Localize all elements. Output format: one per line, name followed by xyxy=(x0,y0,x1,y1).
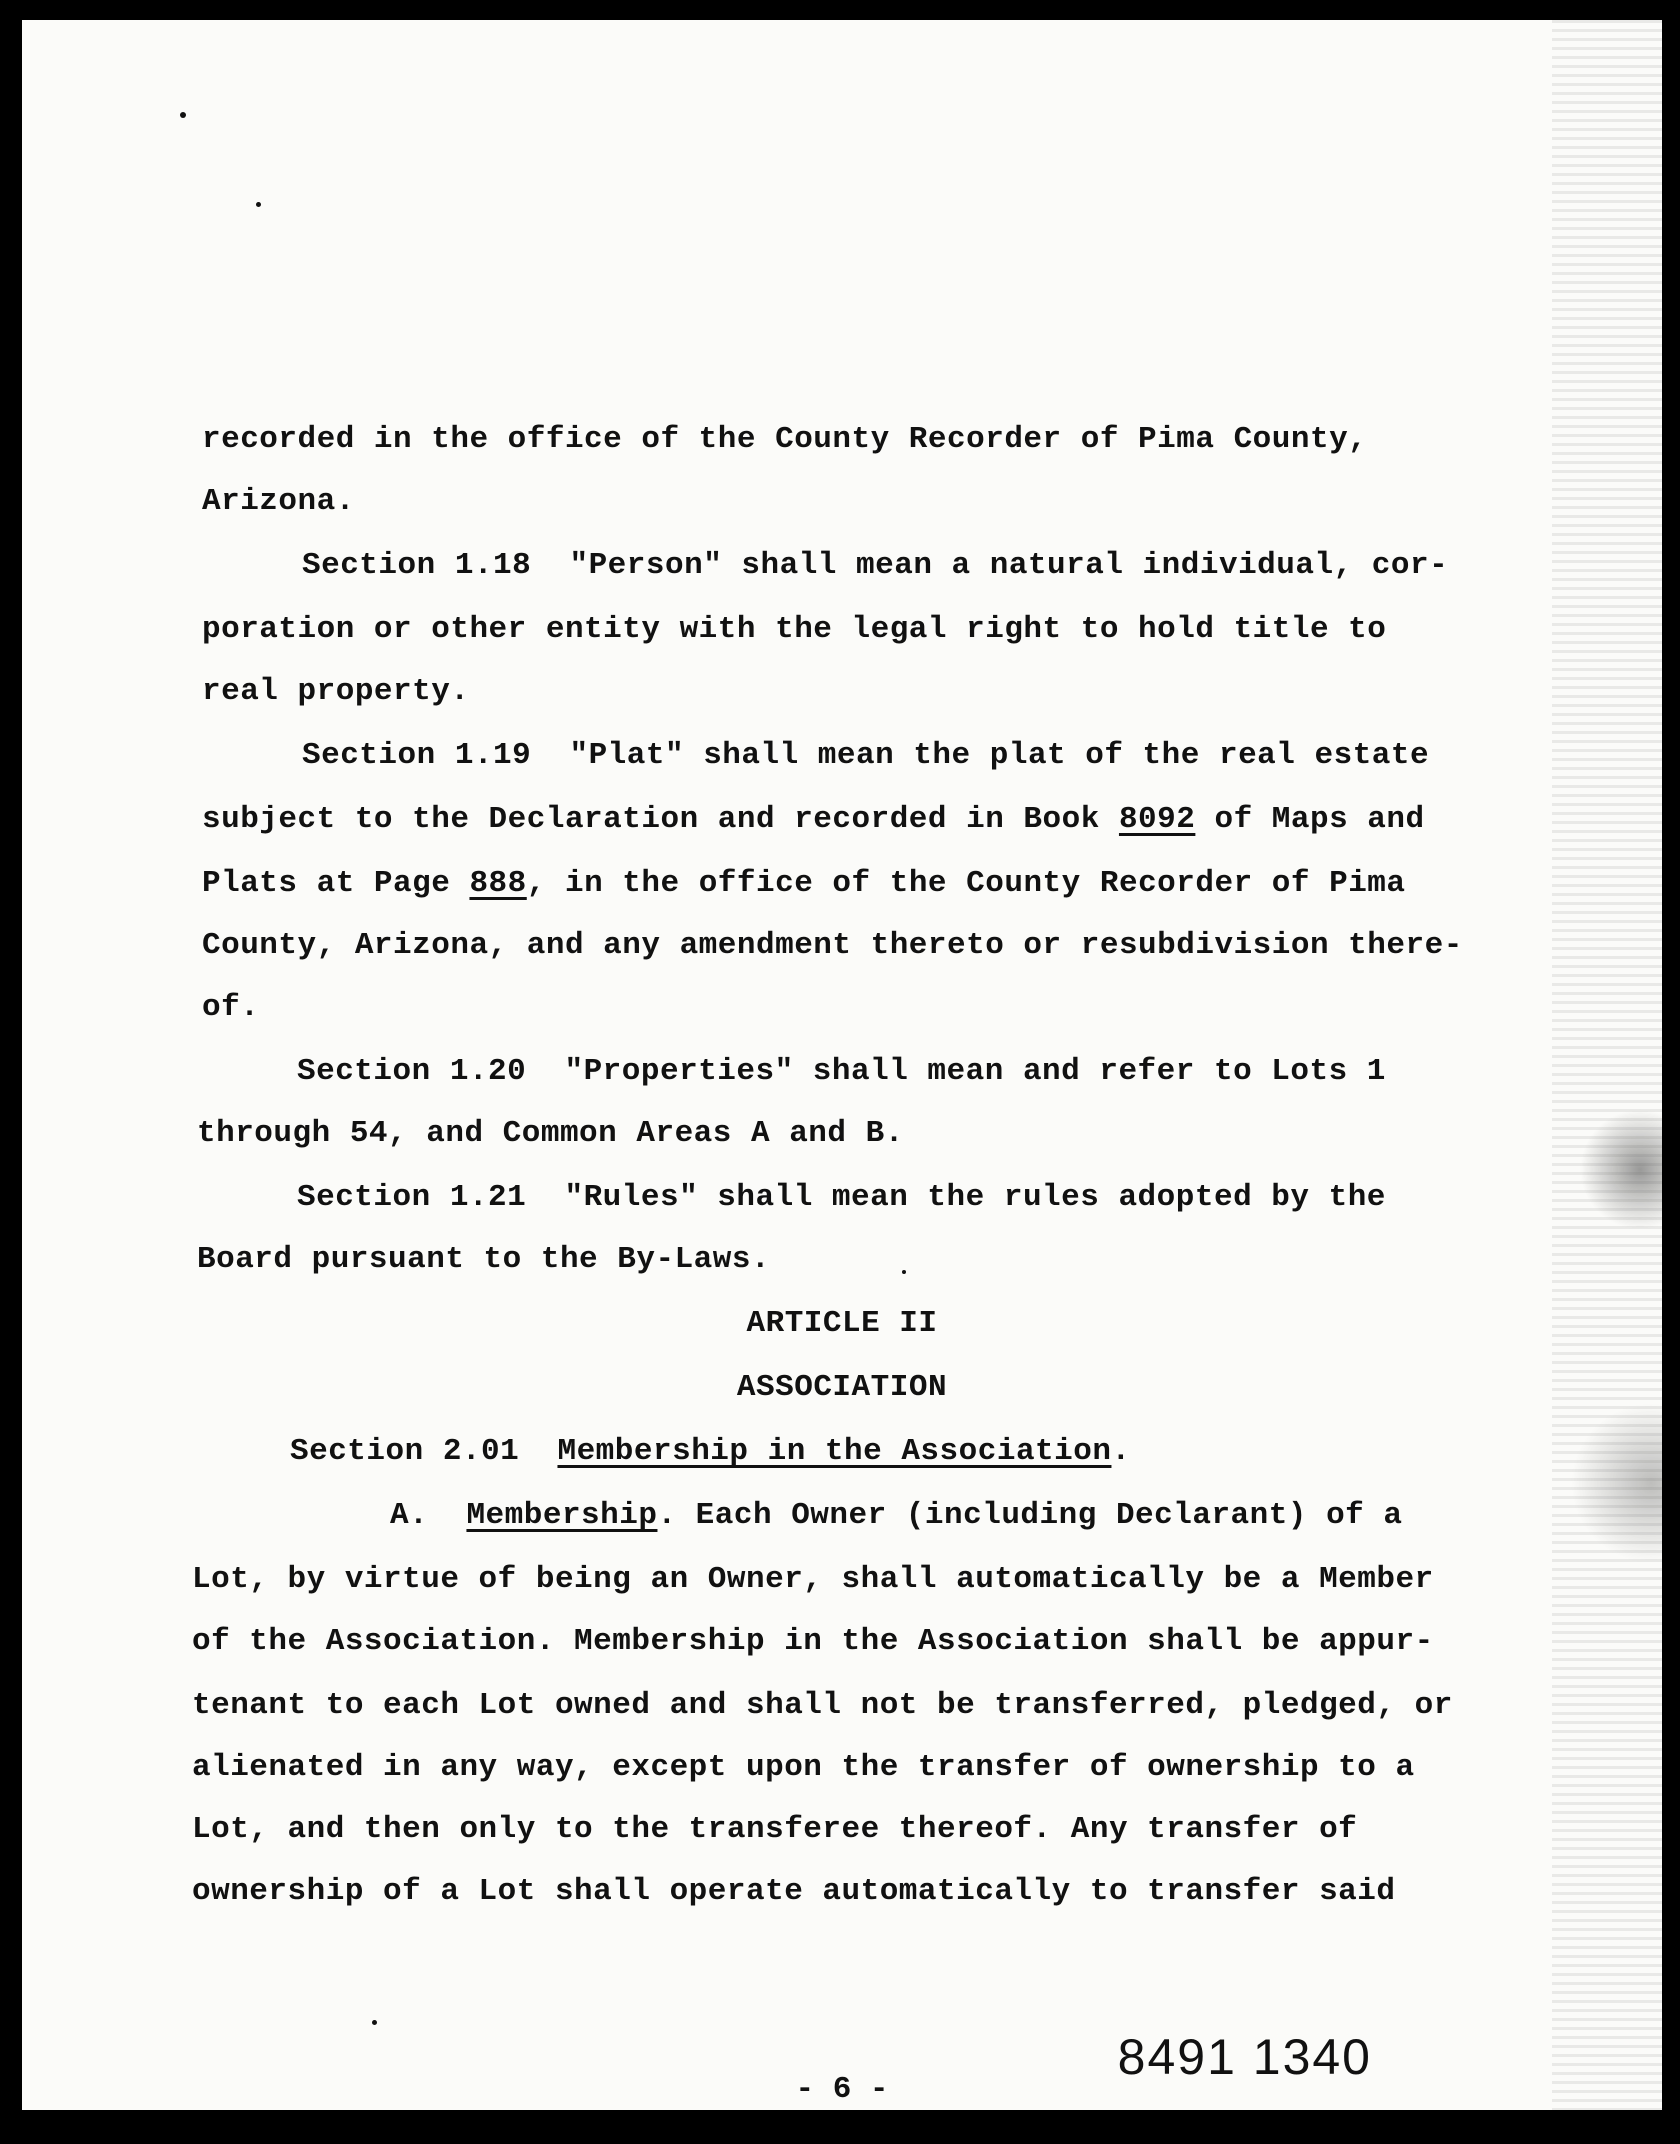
text-line: real property. xyxy=(202,674,470,709)
section-2-01: Section 2.01 Membership in the Association. xyxy=(290,1434,1131,1469)
text-line: of. xyxy=(202,990,260,1025)
section-1-19 xyxy=(302,738,1429,773)
subsection-a: A. Membership. Each Owner (including Declarant) of a xyxy=(390,1498,1403,1533)
page-number: - 6 - xyxy=(795,2072,889,2107)
section-label: Section 1.19 xyxy=(302,738,532,773)
article-title: ASSOCIATION xyxy=(736,1370,948,1405)
scan-speck xyxy=(902,1270,906,1274)
section-text: "Rules" shall mean the rules adopted by the xyxy=(564,1180,1386,1215)
section-label: Section 2.01 xyxy=(290,1434,520,1469)
section-label: Section 1.21 xyxy=(297,1180,527,1215)
subsection-title: Membership xyxy=(466,1498,658,1533)
text-line: Plats at Page 888, in the office of the County Recorder of Pima xyxy=(202,866,1406,901)
text-line: recorded in the office of the County Recorder of Pima County, xyxy=(202,422,1368,457)
text-line: tenant to each Lot owned and shall not be transferred, pledged, or xyxy=(192,1688,1453,1723)
scan-edge-noise xyxy=(1552,20,1662,2110)
scan-speck xyxy=(372,2020,377,2025)
text-line: Lot, and then only to the transferee thereof. Any transfer of xyxy=(192,1812,1358,1847)
book-number-value: 8092 xyxy=(1118,802,1196,837)
section-title: Membership in the Association xyxy=(557,1434,1112,1469)
section-label: Section 1.18 xyxy=(302,548,532,583)
section-text: "Plat" shall mean the plat of the real estate xyxy=(569,738,1430,773)
subsection-label: A. xyxy=(390,1498,429,1533)
article-heading: ARTICLE II xyxy=(746,1306,938,1341)
text-line: of the Association. Membership in the Association shall be appur- xyxy=(192,1624,1434,1659)
text-line: County, Arizona, and any amendment thereto or resubdivision there- xyxy=(202,928,1463,963)
page-number-value: 888 xyxy=(469,866,527,901)
document-page xyxy=(22,20,1662,2110)
section-1-21 xyxy=(297,1180,1386,1215)
section-text: "Person" shall mean a natural individual, cor- xyxy=(569,548,1449,583)
scan-speck xyxy=(256,202,261,207)
text-line: poration or other entity with the legal right to hold title to xyxy=(202,612,1387,647)
text-line: Arizona. xyxy=(202,484,355,519)
section-1-20 xyxy=(297,1054,1386,1089)
text-line: ownership of a Lot shall operate automatically to transfer said xyxy=(192,1874,1396,1909)
recording-stamp: 8491 1340 xyxy=(1117,2029,1372,2085)
text-line: through 54, and Common Areas A and B. xyxy=(197,1116,904,1151)
scan-speck xyxy=(180,112,186,118)
text-line: Lot, by virtue of being an Owner, shall automatically be a Member xyxy=(192,1562,1434,1597)
section-label: Section 1.20 xyxy=(297,1054,527,1089)
text-line: alienated in any way, except upon the transfer of ownership to a xyxy=(192,1750,1415,1785)
section-1-18 xyxy=(302,548,1448,583)
text-line: subject to the Declaration and recorded in Book 8092 of Maps and xyxy=(202,802,1425,837)
section-text: "Properties" shall mean and refer to Lots 1 xyxy=(564,1054,1386,1089)
text-line: Board pursuant to the By-Laws. xyxy=(197,1242,771,1277)
